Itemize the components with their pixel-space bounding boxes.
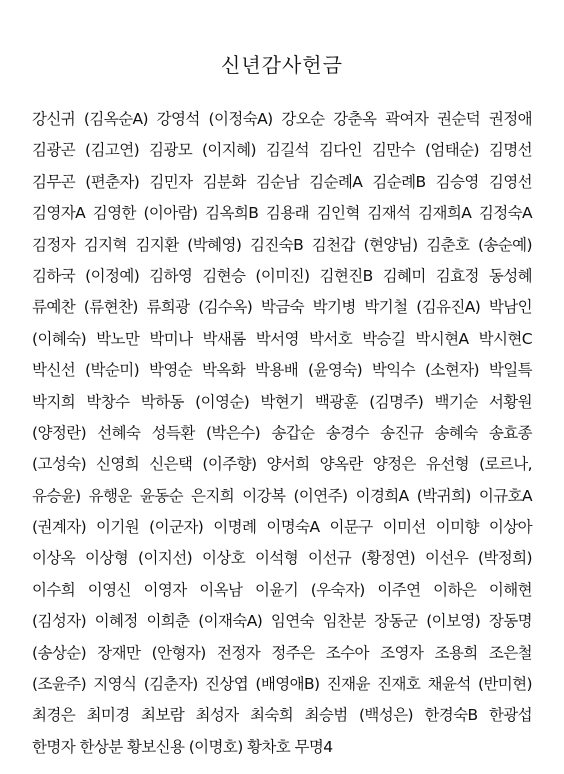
donor-line: (송상순) 장재만 (안형자) 전정자 정주은 조수아 조영자 조용희 조은철	[32, 643, 532, 662]
donor-line: (이혜숙) 박노만 박미나 박새롬 박서영 박서호 박승길 박시현A 박시현C	[32, 329, 532, 348]
donor-line: 박신선 (박순미) 박영순 박옥화 박용배 (윤영숙) 박익수 (소현자) 박일특	[32, 361, 532, 380]
donor-line: 박지희 박창수 박하동 (이영순) 박현기 백광훈 (김명주) 백기순 서황원	[32, 392, 532, 411]
donor-line: 김하국 (이정예) 김하영 김현승 (이미진) 김현진B 김혜미 김효정 동성혜	[32, 266, 532, 285]
donor-line: 이수희 이영신 이영자 이옥남 이윤기 (우숙자) 이주연 이하은 이해현	[32, 580, 532, 599]
donor-line: 한명자 한상분 황보신용 (이명호) 황차호 무명4	[32, 737, 333, 756]
donor-line: (권계자) 이기원 (이군자) 이명례 이명숙A 이문구 이미선 이미향 이상아	[32, 518, 532, 537]
donor-list	[32, 104, 532, 763]
donor-line: 이상옥 이상형 (이지선) 이상호 이석형 이선규 (황정연) 이선우 (박정희)	[32, 549, 532, 568]
donor-line: 김정자 김지혁 김지환 (박혜영) 김진숙B 김천갑 (현양님) 김춘호 (송순예)	[32, 235, 532, 254]
donor-line: (김성자) 이혜정 이희춘 (이재숙A) 임연숙 임찬분 장동군 (이보영) 장동명	[32, 612, 532, 631]
donor-line: 김무곤 (편춘자) 김민자 김분화 김순남 김순례A 김순례B 김승영 김영선	[32, 172, 532, 191]
donor-line: 최경은 최미경 최보람 최성자 최숙희 최승범 (백성은) 한경숙B 한광섭	[32, 706, 532, 725]
donor-line: 김광곤 (김고연) 김광모 (이지혜) 김길석 김다인 김만수 (엄태순) 김명선	[32, 141, 532, 160]
donor-line: 김영자A 김영한 (이아람) 김옥희B 김용래 김인혁 김재석 김재희A 김정숙A	[32, 204, 532, 223]
donor-line: 강신귀 (김옥순A) 강영석 (이정숙A) 강오순 강춘옥 곽여자 권순덕 권정애	[32, 110, 532, 128]
donor-line: 유승윤) 유행운 윤동순 은지희 이강복 (이연주) 이경희A (박귀희) 이규호A	[32, 486, 532, 505]
donor-line: (양정란) 선혜숙 성득환 (박은수) 송갑순 송경수 송진규 송혜숙 송효종	[32, 423, 532, 442]
donor-line: 류예찬 (류현찬) 류희광 (김수옥) 박금숙 박기병 박기철 (김유진A) 박남인	[32, 298, 532, 317]
page-title: 신년감사헌금	[221, 53, 343, 78]
donor-line: (조윤주) 지영식 (김춘자) 진상엽 (배영애B) 진재윤 진재호 채윤석 (반미현)	[32, 675, 532, 694]
donor-line: (고성숙) 신영희 신은택 (이주향) 양서희 양옥란 양정은 유선형 (로르나,	[32, 455, 532, 474]
